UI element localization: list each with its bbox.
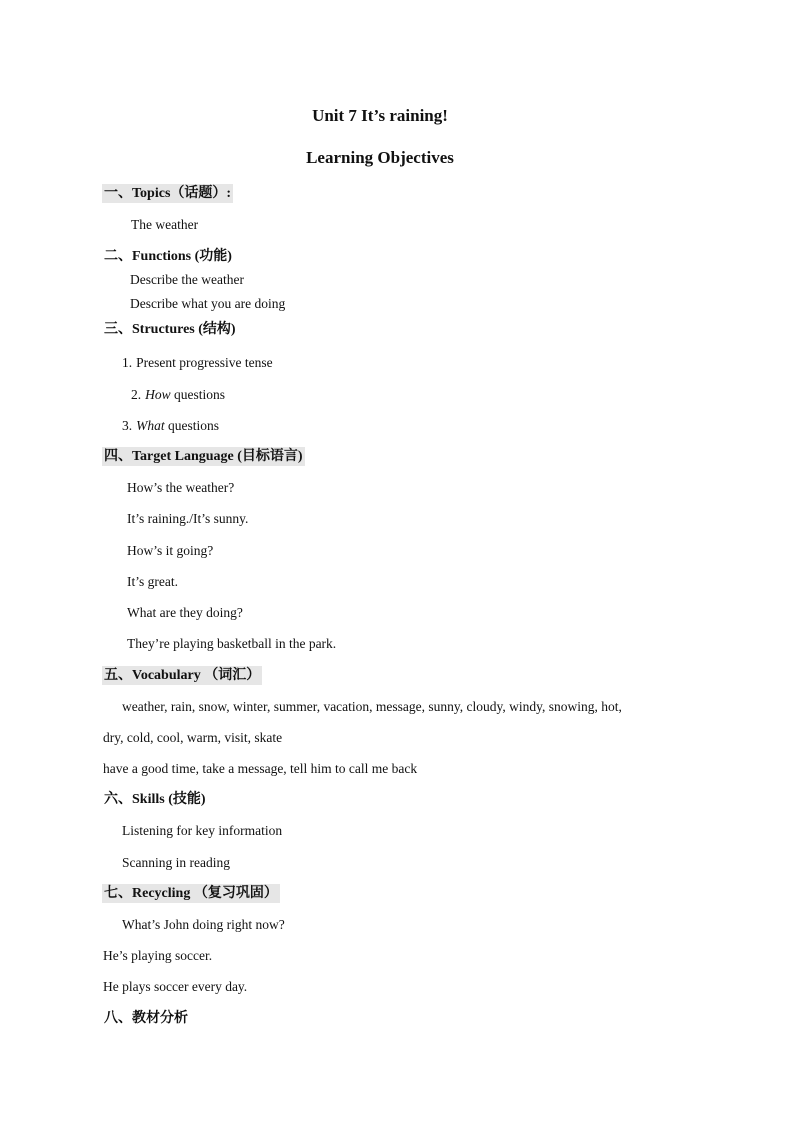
structure-text: questions <box>170 387 226 402</box>
vocabulary-line: dry, cold, cool, warm, visit, skate <box>103 730 283 745</box>
functions-heading: 二、Functions (功能) <box>104 249 232 264</box>
structure-number: 3. <box>122 418 133 433</box>
skill-item: Scanning in reading <box>122 855 230 870</box>
topics-heading: 一、Topics（话题）: <box>104 186 232 201</box>
target-language-item: It’s great. <box>127 574 178 589</box>
structure-item <box>131 386 225 403</box>
recycling-heading: 七、Recycling （复习巩固） <box>104 886 278 901</box>
recycling-item: He plays soccer every day. <box>103 979 248 994</box>
target-language-item: How’s the weather? <box>127 480 235 495</box>
structures-heading: 三、Structures (结构) <box>104 322 236 337</box>
target-language-item: How’s it going? <box>127 543 214 558</box>
target-language-item: It’s raining./It’s sunny. <box>127 511 249 526</box>
vocabulary-line: weather, rain, snow, winter, summer, vacation, message, sunny, cloudy, windy, snowing, hot, <box>122 699 622 714</box>
target-language-item: What are they doing? <box>127 605 243 620</box>
section-subtitle: Learning Objectives <box>306 148 454 167</box>
recycling-item: What’s John doing right now? <box>122 917 285 932</box>
structure-number: 1. <box>122 355 133 370</box>
structure-emphasis: What <box>136 418 165 433</box>
structure-number: 2. <box>131 387 142 402</box>
unit-title: Unit 7 It’s raining! <box>312 106 448 125</box>
structure-text: questions <box>164 418 220 433</box>
structure-text: Present progressive tense <box>136 355 273 370</box>
structure-item <box>122 354 273 371</box>
target-language-item: They’re playing basketball in the park. <box>127 636 337 651</box>
topic-item: The weather <box>131 217 199 232</box>
skills-heading: 六、Skills (技能) <box>104 792 206 807</box>
function-item: Describe what you are doing <box>130 296 286 311</box>
structure-emphasis: How <box>145 387 171 402</box>
structure-item <box>122 417 219 434</box>
vocabulary-heading: 五、Vocabulary （词汇） <box>104 668 261 683</box>
function-item: Describe the weather <box>130 272 244 287</box>
skill-item: Listening for key information <box>122 823 283 838</box>
vocabulary-line: have a good time, take a message, tell him to call me back <box>103 761 418 776</box>
analysis-heading: 八、教材分析 <box>104 1011 188 1026</box>
target-language-heading: 四、Target Language (目标语言) <box>104 449 303 464</box>
recycling-item: He’s playing soccer. <box>103 948 213 963</box>
